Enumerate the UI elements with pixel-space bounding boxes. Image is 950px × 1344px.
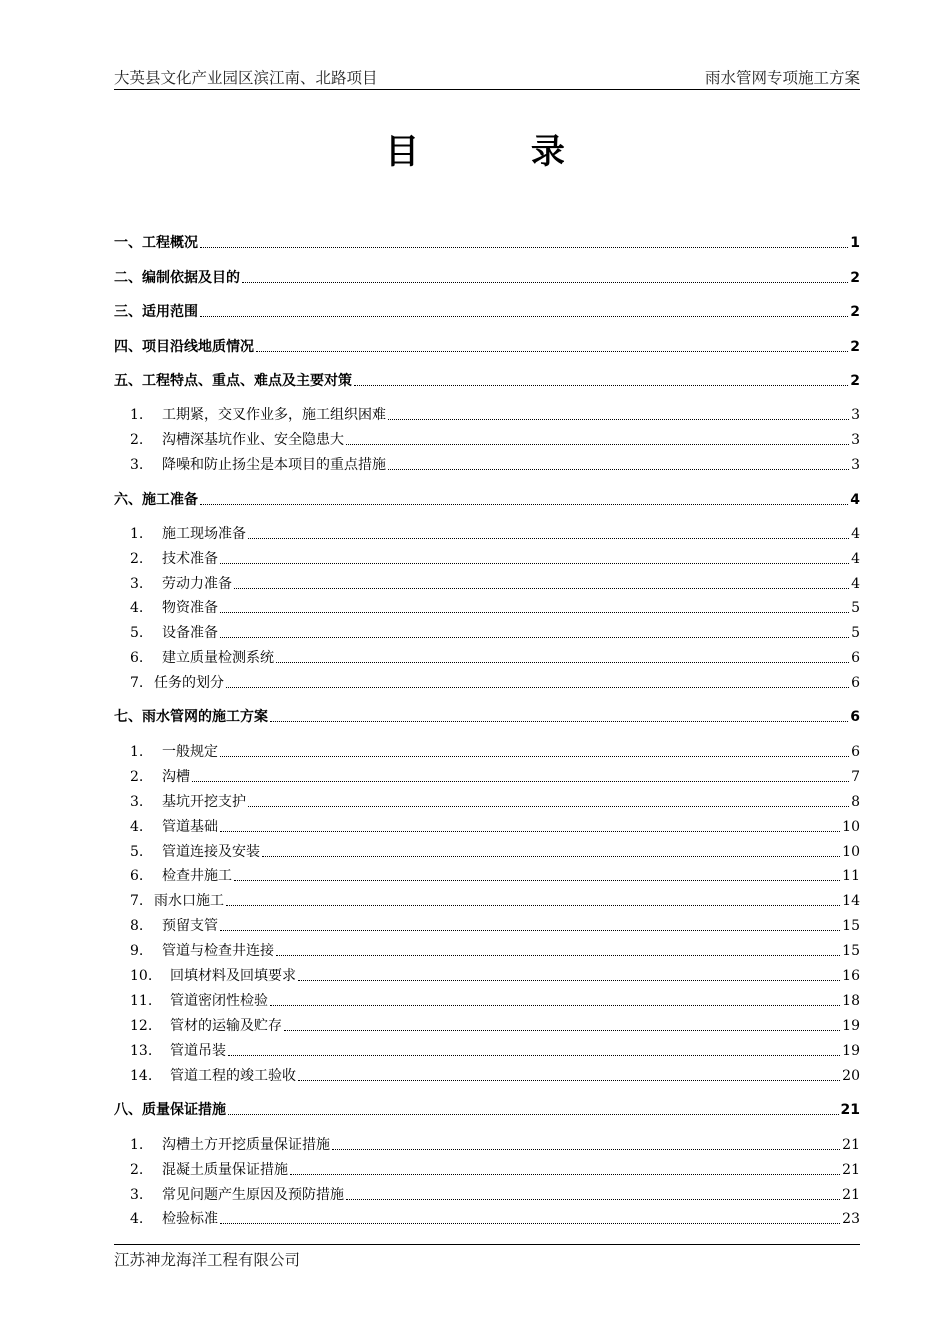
toc-dot-leader	[220, 755, 849, 757]
toc-section-entry[interactable]	[114, 865, 860, 885]
page-header	[114, 66, 860, 90]
toc-dot-leader	[276, 661, 849, 663]
toc-page-number: 3	[851, 432, 860, 448]
toc-entry-label: 检查井施工	[162, 868, 232, 884]
toc-dot-leader	[226, 904, 840, 906]
toc-entry-number: 10.	[130, 968, 153, 984]
toc-page-number: 20	[842, 1068, 860, 1084]
toc-section-entry[interactable]	[114, 1134, 860, 1154]
toc-section-entry[interactable]	[114, 940, 860, 960]
toc-page-number: 3	[851, 457, 860, 473]
toc-entry-number: 3.	[130, 576, 144, 592]
toc-section-entry[interactable]	[114, 548, 860, 568]
toc-page-number: 11	[842, 868, 860, 884]
toc-page-number: 18	[842, 993, 860, 1009]
toc-entry-number: 4.	[130, 819, 144, 835]
toc-entry-label: 一般规定	[162, 744, 218, 760]
toc-dot-leader	[332, 1148, 840, 1150]
toc-entry-label: 混凝土质量保证措施	[162, 1162, 288, 1178]
toc-dot-leader	[354, 384, 848, 386]
toc-section-entry[interactable]	[114, 597, 860, 617]
toc-entry-number: 3.	[130, 457, 144, 473]
toc-dot-leader	[256, 350, 848, 352]
toc-entry-label: 管道工程的竣工验收	[170, 1068, 296, 1084]
toc-entry-label: 五、工程特点、重点、难点及主要对策	[114, 373, 352, 389]
toc-dot-leader	[290, 1173, 840, 1175]
toc-section-entry[interactable]	[114, 816, 860, 836]
toc-entry-label: 回填材料及回填要求	[170, 968, 296, 984]
toc-page-number: 2	[850, 373, 860, 389]
toc-entry-label: 技术准备	[162, 551, 218, 567]
toc-section-entry[interactable]	[114, 990, 860, 1010]
toc-section-entry[interactable]	[114, 1184, 860, 1204]
toc-page-number: 6	[851, 650, 860, 666]
toc-section-entry[interactable]	[114, 766, 860, 786]
toc-page-number: 4	[851, 551, 860, 567]
toc-dot-leader	[220, 636, 849, 638]
toc-chapter-entry[interactable]	[114, 706, 860, 726]
toc-dot-leader	[388, 418, 849, 420]
toc-chapter-entry[interactable]	[114, 1099, 860, 1119]
toc-entry-label: 四、项目沿线地质情况	[114, 339, 254, 355]
toc-entry-label: 管道吊装	[170, 1043, 226, 1059]
toc-entry-number: 9.	[130, 943, 144, 959]
toc-dot-leader	[220, 611, 849, 613]
toc-chapter-entry[interactable]	[114, 232, 860, 252]
toc-page-number: 7	[851, 769, 860, 785]
toc-section-entry[interactable]	[114, 841, 860, 861]
page-title: 目 录	[385, 132, 615, 172]
toc-dot-leader	[234, 879, 840, 881]
toc-entry-label: 沟槽深基坑作业、安全隐患大	[162, 432, 344, 448]
toc-entry-label: 一、工程概况	[114, 235, 198, 251]
toc-dot-leader	[220, 562, 849, 564]
toc-entry-label: 管道密闭性检验	[170, 993, 268, 1009]
toc-section-entry[interactable]	[114, 915, 860, 935]
toc-page-number: 14	[842, 893, 860, 909]
toc-entry-label: 沟槽土方开挖质量保证措施	[162, 1137, 330, 1153]
toc-dot-leader	[220, 830, 840, 832]
toc-section-entry[interactable]	[114, 523, 860, 543]
toc-section-entry[interactable]	[114, 965, 860, 985]
toc-entry-label: 六、施工准备	[114, 492, 198, 508]
toc-section-entry[interactable]	[114, 429, 860, 449]
toc-entry-number: 1.	[130, 744, 144, 760]
toc-entry-number: 8.	[130, 918, 144, 934]
toc-entry-number: 6.	[130, 650, 144, 666]
toc-page-number: 6	[851, 744, 860, 760]
toc-page-number: 23	[842, 1211, 860, 1227]
toc-section-entry[interactable]	[114, 454, 860, 474]
toc-dot-leader	[192, 780, 849, 782]
toc-dot-leader	[228, 1113, 839, 1115]
toc-page-number: 5	[851, 600, 860, 616]
toc-entry-label: 三、适用范围	[114, 304, 198, 320]
toc-page-number: 19	[842, 1018, 860, 1034]
toc-section-entry[interactable]	[114, 647, 860, 667]
toc-entry-number: 4.	[130, 1211, 144, 1227]
toc-entry-number: 7.	[130, 893, 144, 909]
toc-entry-label: 工期紧，交叉作业多，施工组织困难	[162, 407, 386, 423]
toc-dot-leader	[270, 720, 848, 722]
toc-dot-leader	[346, 1198, 840, 1200]
toc-dot-leader	[220, 929, 840, 931]
toc-section-entry[interactable]	[114, 1065, 860, 1085]
toc-entry-number: 2.	[130, 769, 144, 785]
toc-dot-leader	[220, 1222, 840, 1224]
toc-page-number: 4	[851, 526, 860, 542]
toc-chapter-entry[interactable]	[114, 301, 860, 321]
toc-entry-number: 1.	[130, 526, 144, 542]
toc-dot-leader	[248, 537, 849, 539]
toc-entry-number: 2.	[130, 432, 144, 448]
toc-entry-number: 5.	[130, 844, 144, 860]
toc-entry-number: 7.	[130, 675, 144, 691]
toc-chapter-entry[interactable]	[114, 489, 860, 509]
toc-entry-label: 劳动力准备	[162, 576, 232, 592]
toc-page-number: 4	[850, 492, 860, 508]
toc-entry-label: 预留支管	[162, 918, 218, 934]
toc-dot-leader	[388, 468, 849, 470]
toc-dot-leader	[242, 281, 848, 283]
toc-section-entry[interactable]	[114, 1208, 860, 1228]
toc-section-entry[interactable]	[114, 1015, 860, 1035]
toc-section-entry[interactable]	[114, 890, 860, 910]
toc-entry-label: 雨水口施工	[154, 893, 224, 909]
toc-entry-number: 11.	[130, 993, 153, 1009]
toc-page-number: 8	[851, 794, 860, 810]
toc-section-entry[interactable]	[114, 1040, 860, 1060]
toc-entry-number: 3.	[130, 1187, 144, 1203]
toc-page-number: 21	[842, 1137, 860, 1153]
toc-section-entry[interactable]	[114, 573, 860, 593]
toc-page-number: 3	[851, 407, 860, 423]
toc-entry-label: 基坑开挖支护	[162, 794, 246, 810]
toc-page-number: 6	[851, 675, 860, 691]
footer-divider	[114, 1244, 860, 1245]
toc-page-number: 19	[842, 1043, 860, 1059]
toc-entry-label: 检验标准	[162, 1211, 218, 1227]
toc-dot-leader	[346, 443, 849, 445]
toc-entry-number: 3.	[130, 794, 144, 810]
toc-chapter-entry[interactable]	[114, 336, 860, 356]
toc-page-number: 15	[842, 918, 860, 934]
header-project-name: 大英县文化产业园区滨江南、北路项目	[114, 69, 378, 87]
toc-section-entry[interactable]	[114, 1159, 860, 1179]
toc-dot-leader	[248, 805, 849, 807]
toc-entry-label: 建立质量检测系统	[162, 650, 274, 666]
toc-section-entry[interactable]	[114, 791, 860, 811]
toc-entry-label: 管道基础	[162, 819, 218, 835]
toc-page-number: 21	[842, 1162, 860, 1178]
toc-section-entry[interactable]	[114, 404, 860, 424]
toc-entry-label: 二、编制依据及目的	[114, 270, 240, 286]
toc-dot-leader	[226, 686, 849, 688]
toc-page-number: 16	[842, 968, 860, 984]
toc-page-number: 2	[850, 270, 860, 286]
toc-entry-number: 1.	[130, 407, 144, 423]
toc-dot-leader	[228, 1054, 840, 1056]
toc-dot-leader	[284, 1029, 840, 1031]
toc-page-number: 4	[851, 576, 860, 592]
toc-entry-label: 八、质量保证措施	[114, 1102, 226, 1118]
toc-entry-number: 12.	[130, 1018, 153, 1034]
toc-chapter-entry[interactable]	[114, 370, 860, 390]
toc-entry-label: 管材的运输及贮存	[170, 1018, 282, 1034]
toc-entry-label: 七、雨水管网的施工方案	[114, 709, 268, 725]
toc-page-number: 5	[851, 625, 860, 641]
toc-chapter-entry[interactable]	[114, 267, 860, 287]
toc-section-entry[interactable]	[114, 622, 860, 642]
toc-entry-label: 任务的划分	[154, 675, 224, 691]
toc-entry-label: 常见问题产生原因及预防措施	[162, 1187, 344, 1203]
toc-entry-label: 沟槽	[162, 769, 190, 785]
toc-dot-leader	[200, 246, 848, 248]
toc-entry-number: 4.	[130, 600, 144, 616]
toc-page-number: 21	[840, 1102, 860, 1118]
toc-page-number: 2	[850, 339, 860, 355]
toc-page-number: 2	[850, 304, 860, 320]
toc-entry-number: 2.	[130, 551, 144, 567]
toc-section-entry[interactable]	[114, 672, 860, 692]
toc-dot-leader	[234, 587, 849, 589]
toc-page-number: 10	[842, 819, 860, 835]
header-document-name: 雨水管网专项施工方案	[704, 69, 860, 87]
toc-entry-number: 1.	[130, 1137, 144, 1153]
toc-entry-label: 施工现场准备	[162, 526, 246, 542]
footer-company: 江苏神龙海洋工程有限公司	[114, 1251, 301, 1269]
toc-dot-leader	[262, 855, 840, 857]
toc-entry-number: 14.	[130, 1068, 153, 1084]
toc-section-entry[interactable]	[114, 741, 860, 761]
toc-entry-number: 2.	[130, 1162, 144, 1178]
toc-page-number: 15	[842, 943, 860, 959]
toc-dot-leader	[276, 954, 840, 956]
toc-entry-label: 设备准备	[162, 625, 218, 641]
toc-entry-label: 管道与检查井连接	[162, 943, 274, 959]
toc-dot-leader	[200, 503, 848, 505]
toc-page-number: 21	[842, 1187, 860, 1203]
toc-dot-leader	[298, 1079, 840, 1081]
toc-dot-leader	[270, 1004, 840, 1006]
toc-entry-label: 管道连接及安装	[162, 844, 260, 860]
toc-entry-label: 物资准备	[162, 600, 218, 616]
toc-dot-leader	[298, 979, 840, 981]
toc-page-number: 10	[842, 844, 860, 860]
toc-page-number: 1	[850, 235, 860, 251]
toc-entry-label: 降噪和防止扬尘是本项目的重点措施	[162, 457, 386, 473]
toc-dot-leader	[200, 315, 848, 317]
toc-entry-number: 5.	[130, 625, 144, 641]
toc-page-number: 6	[850, 709, 860, 725]
toc-entry-number: 13.	[130, 1043, 153, 1059]
toc-entry-number: 6.	[130, 868, 144, 884]
